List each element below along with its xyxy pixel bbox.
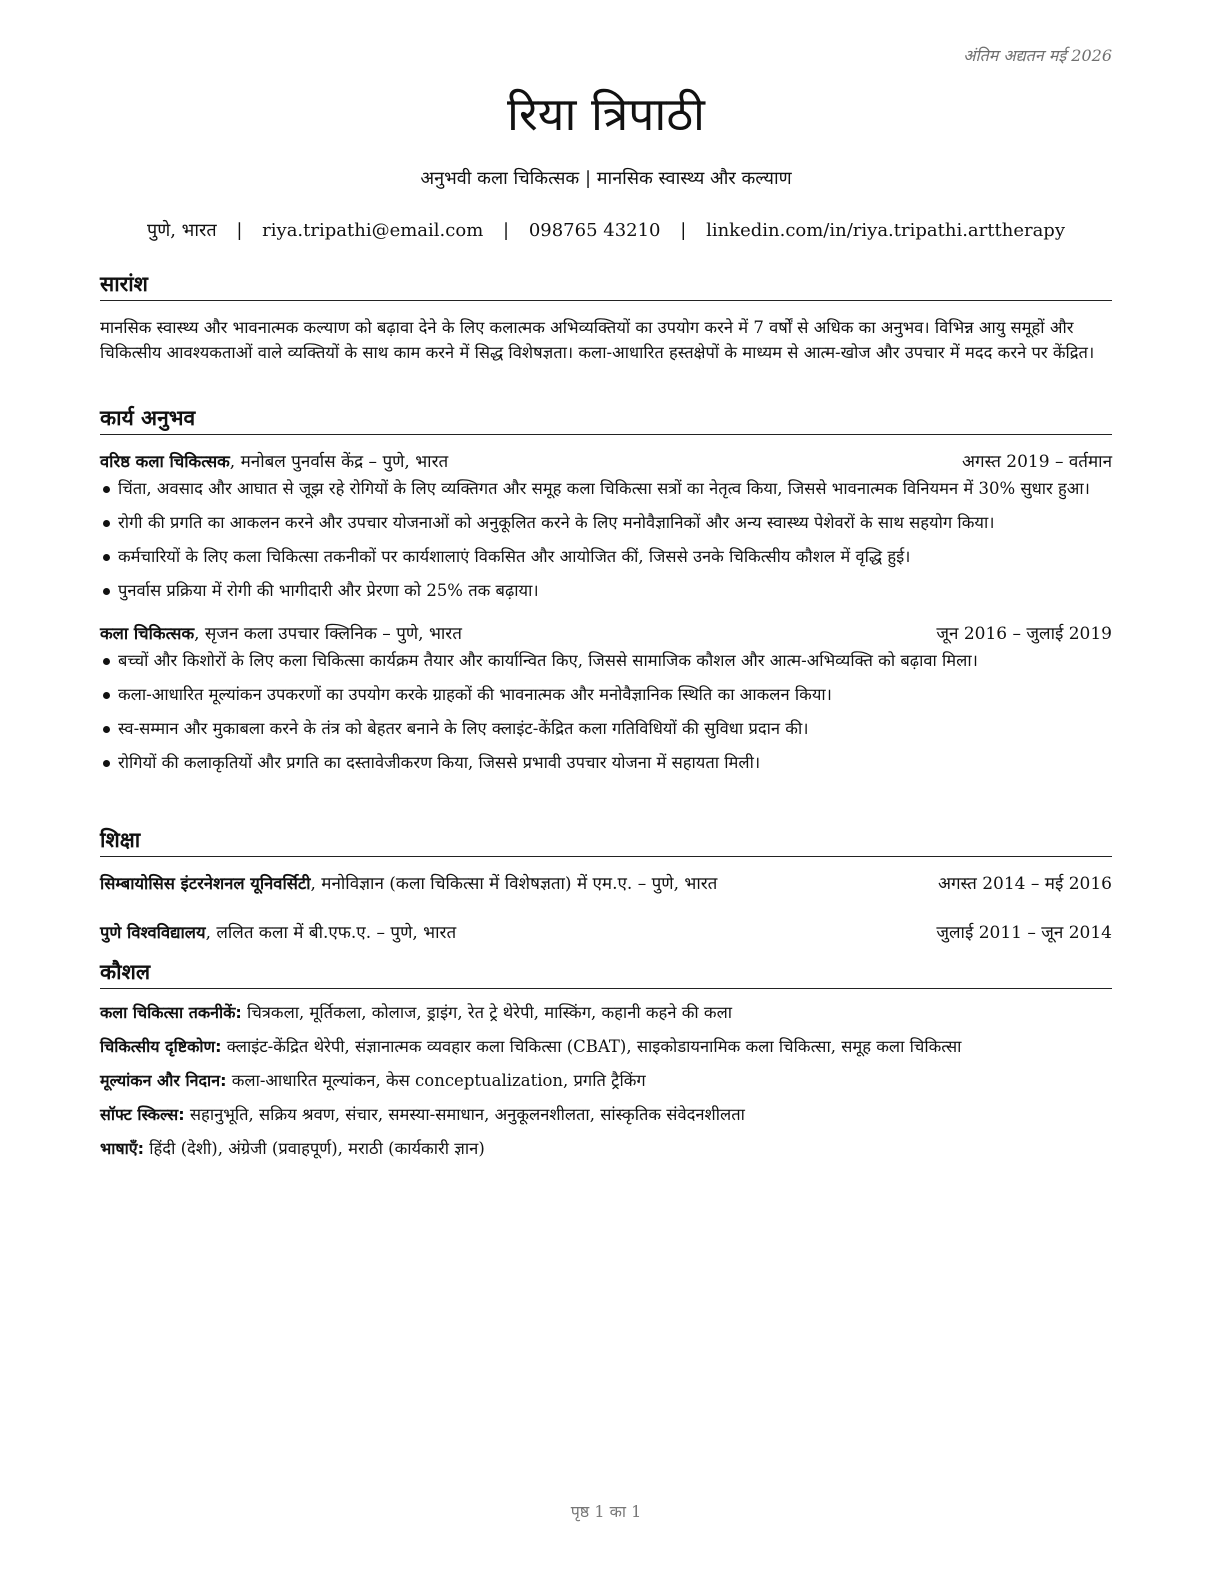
skills-list [100,1001,1112,1161]
job-entry [100,449,1112,603]
job-role: कला चिकित्सक [100,624,195,643]
list-item: चिंता, अवसाद और आघात से जूझ रहे रोगियों के लिए व्यक्तिगत और समूह कला चिकित्सा सत्रों का नेतृत्व किया, जिससे भावनात्मक विनियमन में 30% सुधार हुआ। [100,477,1112,501]
skill-label: मूल्यांकन और निदान: [100,1071,227,1090]
skill-label: सॉफ्ट स्किल्स: [100,1105,185,1124]
skills-section [100,958,1112,1171]
job-role: वरिष्ठ कला चिकित्सक [100,452,230,471]
page-number: पृष्ठ 1 का 1 [570,1502,642,1521]
job-header [100,621,1112,647]
tagline: अनुभवी कला चिकित्सक | मानसिक स्वास्थ्य और कल्याण [420,168,792,189]
list-item: रोगी की प्रगति का आकलन करने और उपचार योजनाओं को अनुकूलित करने के लिए मनोवैज्ञानिकों और अन्य स्वास्थ्य पेशेवरों के साथ सहयोग किया। [100,511,1112,535]
education-dates: जुलाई 2011 – जून 2014 [936,923,1112,943]
skill-value: कला-आधारित मूल्यांकन, केस conceptualization, प्रगति ट्रैकिंग [226,1071,646,1090]
section-title-education: शिक्षा [100,826,1112,857]
skill-value: सहानुभूति, सक्रिय श्रवण, संचार, समस्या-समाधान, अनुकूलनशीलता, सांस्कृतिक संवेदनशीलता [184,1105,745,1124]
education-school: पुणे विश्वविद्यालय [100,923,206,942]
education-title-line [100,920,456,946]
job-title-line [100,621,462,647]
education-detail: , मनोविज्ञान (कला चिकित्सा में विशेषज्ञता) में एम.ए. – पुणे, भारत [310,874,718,894]
list-item: स्व-सम्मान और मुकाबला करने के तंत्र को बेहतर बनाने के लिए क्लाइंट-केंद्रित कला गतिविधियों की सुविधा प्रदान की। [100,717,1112,741]
section-title-skills: कौशल [100,958,1112,989]
section-title-experience: कार्य अनुभव [100,404,1112,435]
contact-line [100,218,1112,244]
list-item: बच्चों और किशोरों के लिए कला चिकित्सा कार्यक्रम तैयार और कार्यान्वित किए, जिससे सामाजिक कौशल और आत्म-अभिव्यक्ति को बढ़ावा मिला। [100,649,1112,673]
education-section [100,826,1112,946]
contact-location: पुणे, भारत [147,220,217,241]
skill-label: भाषाएँ: [100,1139,145,1158]
skill-label: चिकित्सीय दृष्टिकोण: [100,1037,222,1056]
skill-value: क्लाइंट-केंद्रित थेरेपी, संज्ञानात्मक व्यवहार कला चिकित्सा (CBAT), साइकोडायनामिक कला चिकित्सा, समूह कला चिकित्सा [221,1037,962,1056]
section-title-summary: सारांश [100,270,1112,301]
resume-page [100,0,1112,1584]
skill-value: चित्रकला, मूर्तिकला, कोलाज, ड्राइंग, रेत ट्रे थेरेपी, मास्किंग, कहानी कहने की कला [241,1003,733,1022]
skill-row [100,1035,1112,1059]
last-updated: अंतिम अद्यतन मई 2026 [963,46,1112,65]
list-item: कला-आधारित मूल्यांकन उपकरणों का उपयोग करके ग्राहकों की भावनात्मक और मनोवैज्ञानिक स्थिति का आकलन किया। [100,683,1112,707]
contact-separator: | [236,220,243,241]
candidate-name: रिया त्रिपाठी [507,87,705,141]
job-bullets [100,477,1112,603]
education-detail: , ललित कला में बी.एफ.ए. – पुणे, भारत [205,923,457,943]
education-school: सिम्बायोसिस इंटरनेशनल यूनिवर्सिटी [100,874,311,893]
job-bullets [100,649,1112,775]
job-header [100,449,1112,475]
job-entry [100,621,1112,775]
contact-separator: | [503,220,510,241]
skill-row [100,1137,1112,1161]
skill-label: कला चिकित्सा तकनीकें: [100,1003,242,1022]
education-entry [100,871,1112,897]
list-item: कर्मचारियों के लिए कला चिकित्सा तकनीकों पर कार्यशालाएं विकसित और आयोजित कीं, जिससे उनके चिकित्सीय कौशल में वृद्धि हुई। [100,545,1112,569]
skill-row [100,1001,1112,1025]
education-dates: अगस्त 2014 – मई 2016 [937,874,1112,894]
education-entry [100,920,1112,946]
job-title-line [100,449,448,475]
skill-value: हिंदी (देशी), अंग्रेजी (प्रवाहपूर्ण), मराठी (कार्यकारी ज्ञान) [144,1139,485,1158]
list-item: पुनर्वास प्रक्रिया में रोगी की भागीदारी और प्रेरणा को 25% तक बढ़ाया। [100,579,1112,603]
job-org: , मनोबल पुनर्वास केंद्र – पुणे, भारत [229,452,449,472]
summary-section [100,270,1112,365]
experience-section [100,404,1112,785]
list-item: रोगियों की कलाकृतियों और प्रगति का दस्तावेजीकरण किया, जिससे प्रभावी उपचार योजना में सहायता मिली। [100,751,1112,775]
summary-text: मानसिक स्वास्थ्य और भावनात्मक कल्याण को बढ़ावा देने के लिए कलात्मक अभिव्यक्तियों का उपयोग करने में 7 वर्षों से अधिक का अनुभव। विभिन्न आयु समूहों और चिकित्सीय आवश्यकताओं वाले व्यक्तियों के साथ काम करने में सिद्ध विशेषज्ञता। कला-आधारित हस्तक्षेपों के माध्यम से आत्म-खोज और उपचार में मदद करने पर केंद्रित। [100,318,1095,362]
contact-email-link[interactable]: riya.tripathi@email.com [262,220,484,241]
education-title-line [100,871,717,897]
job-dates: अगस्त 2019 – वर्तमान [962,452,1112,472]
contact-separator: | [680,220,687,241]
contact-linkedin-link[interactable]: linkedin.com/in/riya.tripathi.arttherapy [706,220,1065,241]
contact-phone: 098765 43210 [528,220,661,241]
skill-row [100,1103,1112,1127]
job-dates: जून 2016 – जुलाई 2019 [936,624,1112,644]
job-org: , सृजन कला उपचार क्लिनिक – पुणे, भारत [194,624,462,644]
skill-row [100,1069,1112,1093]
